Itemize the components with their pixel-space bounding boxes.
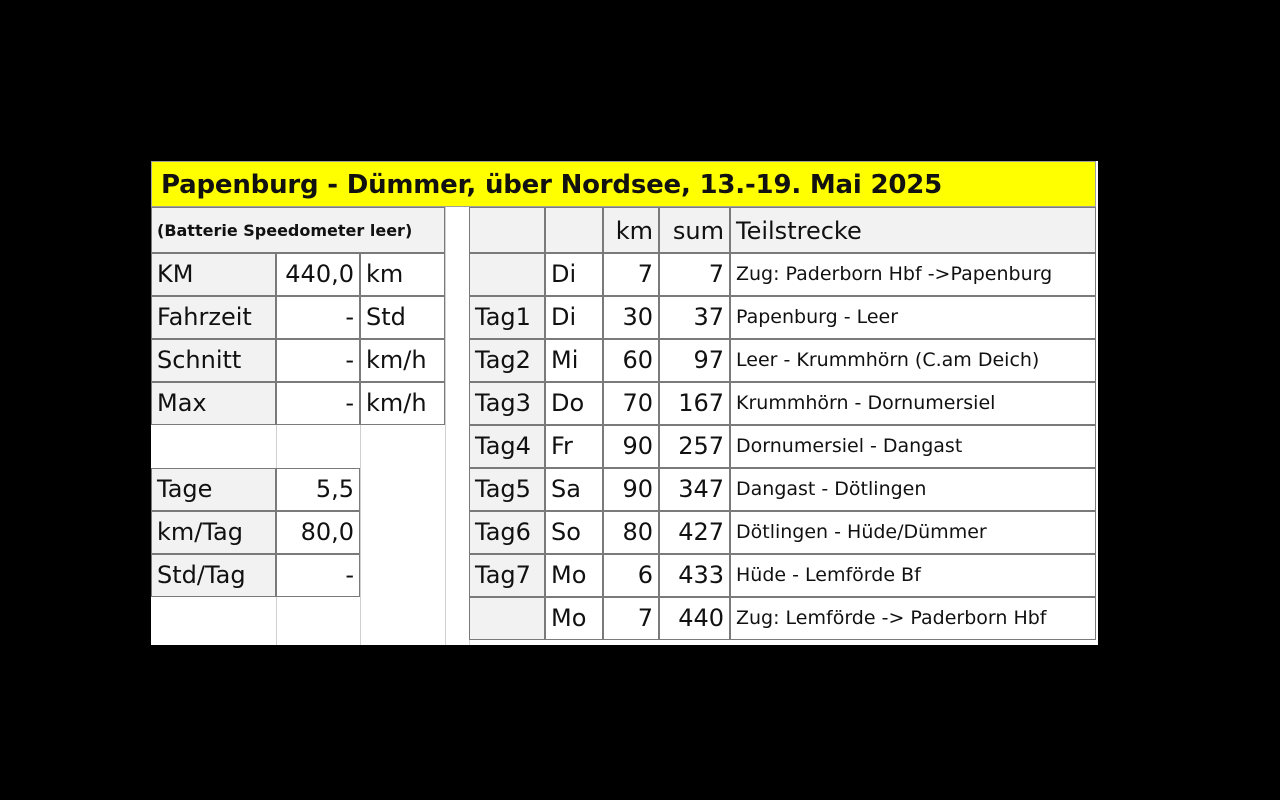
km-cell: 80 bbox=[603, 511, 659, 554]
sum-cell: 7 bbox=[659, 253, 730, 296]
day-cell: Di bbox=[545, 253, 603, 296]
route-cell: Leer - Krummhörn (C.am Deich) bbox=[730, 339, 1096, 382]
day-cell: Mo bbox=[545, 597, 603, 640]
grid-divider bbox=[360, 425, 361, 645]
km-cell: 90 bbox=[603, 468, 659, 511]
tag-cell: Tag1 bbox=[469, 296, 545, 339]
tag-cell: Tag2 bbox=[469, 339, 545, 382]
sum-cell: 433 bbox=[659, 554, 730, 597]
stat-unit: Std bbox=[360, 296, 445, 339]
stat-value: - bbox=[276, 339, 360, 382]
route-cell: Hüde - Lemförde Bf bbox=[730, 554, 1096, 597]
route-cell: Krummhörn - Dornumersiel bbox=[730, 382, 1096, 425]
day-cell: Di bbox=[545, 296, 603, 339]
stat-label: Tage bbox=[151, 468, 276, 511]
km-cell: 30 bbox=[603, 296, 659, 339]
header-tag bbox=[469, 207, 545, 253]
route-cell: Dornumersiel - Dangast bbox=[730, 425, 1096, 468]
header-sum: sum bbox=[659, 207, 730, 253]
route-cell: Zug: Paderborn Hbf ->Papenburg bbox=[730, 253, 1096, 296]
day-cell: So bbox=[545, 511, 603, 554]
day-cell: Fr bbox=[545, 425, 603, 468]
sum-cell: 37 bbox=[659, 296, 730, 339]
stat-value: 440,0 bbox=[276, 253, 360, 296]
tag-cell: Tag7 bbox=[469, 554, 545, 597]
tag-cell: Tag3 bbox=[469, 382, 545, 425]
km-cell: 7 bbox=[603, 597, 659, 640]
stat-label: km/Tag bbox=[151, 511, 276, 554]
stat-label: Max bbox=[151, 382, 276, 425]
day-cell: Sa bbox=[545, 468, 603, 511]
sum-cell: 257 bbox=[659, 425, 730, 468]
tag-cell bbox=[469, 253, 545, 296]
stat-unit: km/h bbox=[360, 339, 445, 382]
sum-cell: 427 bbox=[659, 511, 730, 554]
km-cell: 7 bbox=[603, 253, 659, 296]
route-cell: Dötlingen - Hüde/Dümmer bbox=[730, 511, 1096, 554]
tag-cell bbox=[469, 597, 545, 640]
note-cell: (Batterie Speedometer leer) bbox=[151, 207, 445, 253]
header-day bbox=[545, 207, 603, 253]
stat-value: - bbox=[276, 382, 360, 425]
sum-cell: 97 bbox=[659, 339, 730, 382]
header-route: Teilstrecke bbox=[730, 207, 1096, 253]
grid-divider bbox=[445, 207, 446, 645]
km-cell: 90 bbox=[603, 425, 659, 468]
km-cell: 70 bbox=[603, 382, 659, 425]
day-cell: Mi bbox=[545, 339, 603, 382]
route-cell: Papenburg - Leer bbox=[730, 296, 1096, 339]
route-cell: Zug: Lemförde -> Paderborn Hbf bbox=[730, 597, 1096, 640]
day-cell: Mo bbox=[545, 554, 603, 597]
stat-label: Fahrzeit bbox=[151, 296, 276, 339]
sum-cell: 347 bbox=[659, 468, 730, 511]
title-row bbox=[151, 161, 1096, 207]
stat-value: - bbox=[276, 554, 360, 597]
stat-label: Schnitt bbox=[151, 339, 276, 382]
km-cell: 60 bbox=[603, 339, 659, 382]
stat-label: KM bbox=[151, 253, 276, 296]
spreadsheet-table bbox=[151, 161, 1098, 645]
sum-cell: 167 bbox=[659, 382, 730, 425]
tag-cell: Tag5 bbox=[469, 468, 545, 511]
stat-label: Std/Tag bbox=[151, 554, 276, 597]
header-km: km bbox=[603, 207, 659, 253]
day-cell: Do bbox=[545, 382, 603, 425]
route-cell: Dangast - Dötlingen bbox=[730, 468, 1096, 511]
stat-value: 5,5 bbox=[276, 468, 360, 511]
stat-value: 80,0 bbox=[276, 511, 360, 554]
tag-cell: Tag4 bbox=[469, 425, 545, 468]
tag-cell: Tag6 bbox=[469, 511, 545, 554]
sheet-title: Papenburg - Dümmer, über Nordsee, 13.-19. Mai 2025 bbox=[161, 170, 943, 200]
sum-cell: 440 bbox=[659, 597, 730, 640]
km-cell: 6 bbox=[603, 554, 659, 597]
stat-unit: km/h bbox=[360, 382, 445, 425]
stat-value: - bbox=[276, 296, 360, 339]
stat-unit: km bbox=[360, 253, 445, 296]
